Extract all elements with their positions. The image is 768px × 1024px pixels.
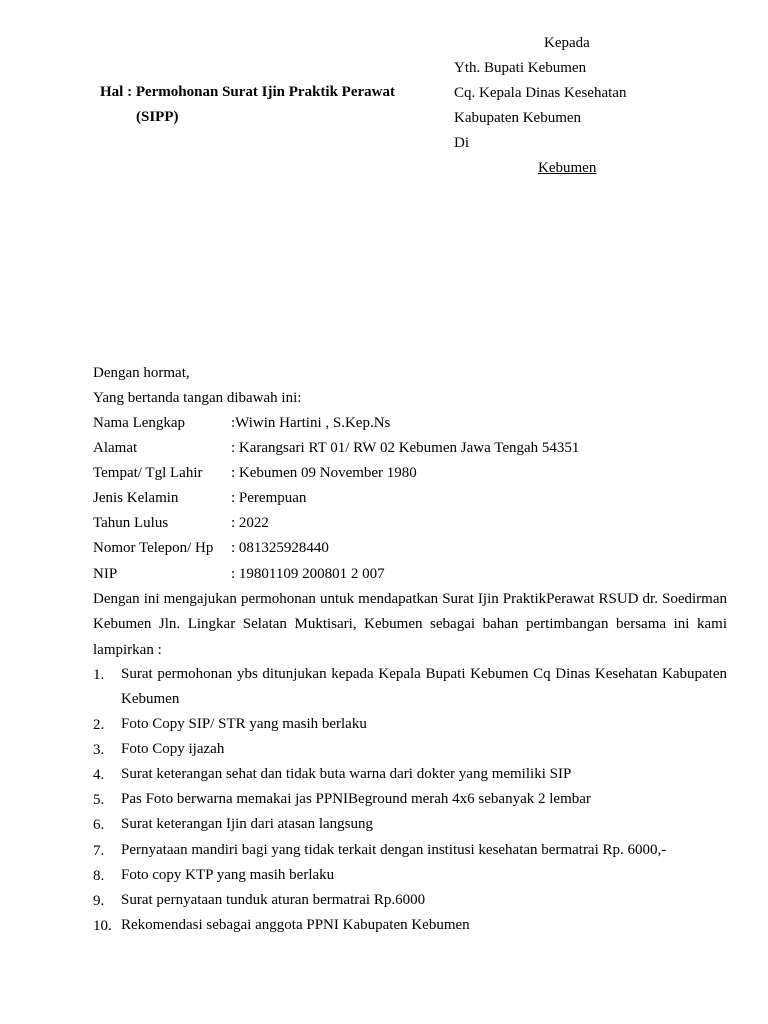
list-item: Surat permohonan ybs ditunjukan kepada Kepala Bupati Kebumen Cq Dinas Kesehatan Kabupaten Kebumen [121,666,727,708]
list-item-number: 10. [93,918,112,934]
recipient-line-3: Kabupaten Kebumen [454,110,582,126]
field-value: :Wiwin Hartini , S.Kep.Ns [231,415,391,431]
list-item-number: 4. [93,767,105,783]
field-value: : 2022 [231,515,269,531]
list-item-number: 2. [93,717,105,733]
field-label: Nama Lengkap [93,415,186,431]
greeting: Dengan hormat, [93,365,190,381]
field-value: : Karangsari RT 01/ RW 02 Kebumen Jawa Tengah 54351 [231,440,580,456]
list-item: Foto Copy ijazah [121,741,225,757]
list-item: Pernyataan mandiri bagi yang tidak terkait dengan institusi kesehatan bermatrai Rp. 6000,- [121,842,667,858]
recipient-line-1: Yth. Bupati Kebumen [454,60,587,76]
list-item-number: 8. [93,868,105,884]
field-value: : Perempuan [231,490,307,506]
list-item-number: 1. [93,667,105,683]
recipient-line-2: Cq. Kepala Dinas Kesehatan [454,85,627,101]
field-label: NIP [93,566,118,582]
intro-text: Yang bertanda tangan dibawah ini: [93,390,302,406]
field-value: : Kebumen 09 November 1980 [231,465,417,481]
list-item-number: 5. [93,792,105,808]
recipient-kepada: Kepada [544,35,590,51]
subject-line-2: (SIPP) [136,109,179,125]
list-item-number: 9. [93,893,105,909]
list-item: Foto Copy SIP/ STR yang masih berlaku [121,716,367,732]
list-item-number: 6. [93,817,105,833]
recipient-city: Kebumen [538,160,597,176]
list-item: Foto copy KTP yang masih berlaku [121,867,335,883]
field-label: Jenis Kelamin [93,490,179,506]
field-label: Tahun Lulus [93,515,169,531]
field-value: : 081325928440 [231,540,329,556]
subject-line-1: Hal : Permohonan Surat Ijin Praktik Perawat [100,84,395,100]
field-label: Tempat/ Tgl Lahir [93,465,203,481]
list-item-number: 3. [93,742,105,758]
list-item: Surat pernyataan tunduk aturan bermatrai Rp.6000 [121,892,426,908]
list-item: Surat keterangan Ijin dari atasan langsung [121,816,373,832]
recipient-line-4: Di [454,135,469,151]
field-value: : 19801109 200801 2 007 [231,566,385,582]
list-item: Pas Foto berwarna memakai jas PPNIBeground merah 4x6 sebanyak 2 lembar [121,791,591,807]
list-item: Rekomendasi sebagai anggota PPNI Kabupaten Kebumen [121,917,470,933]
field-label: Nomor Telepon/ Hp [93,540,214,556]
list-item: Surat keterangan sehat dan tidak buta warna dari dokter yang memiliki SIP [121,766,572,782]
field-label: Alamat [93,440,138,456]
list-item-number: 7. [93,843,105,859]
body-paragraph: Dengan ini mengajukan permohonan untuk mendapatkan Surat Ijin PraktikPerawat RSUD dr. Soedirman Kebumen Jln. Lingkar Selatan Muktisari, Kebumen sebagai bahan pertimbangan bersama ini kami lampirkan : [93,591,727,658]
